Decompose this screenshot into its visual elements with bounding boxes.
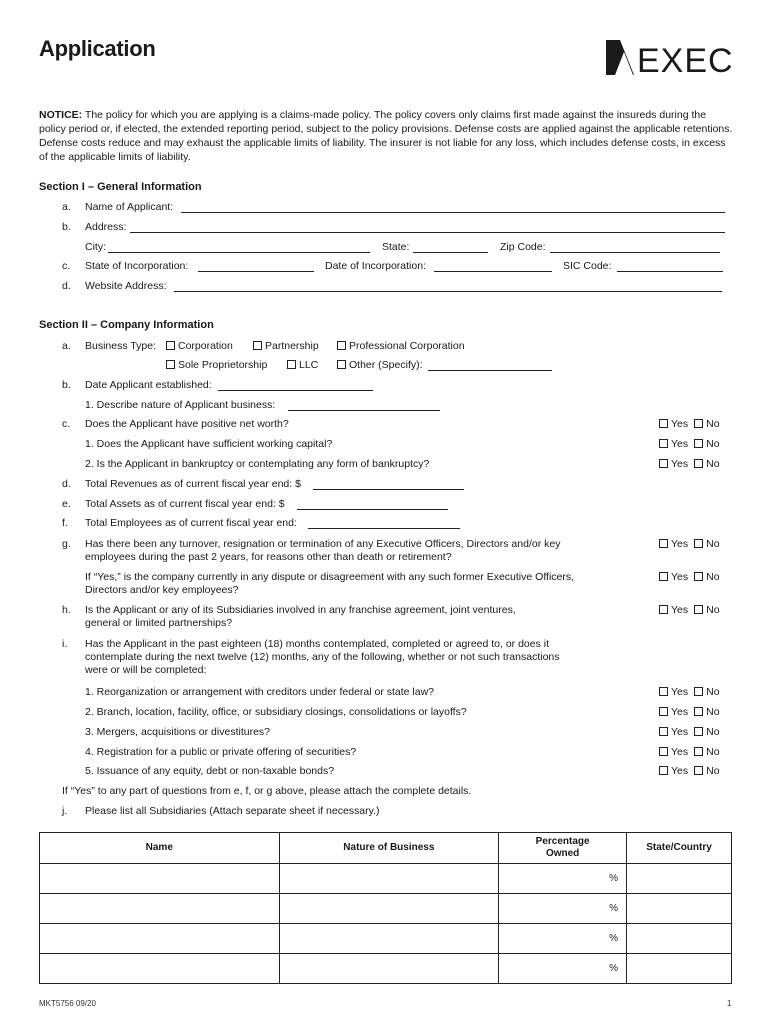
logo-mark-icon [606, 40, 732, 75]
checkbox-icon[interactable] [166, 360, 175, 369]
question-turnover: Has there been any turnover, resignation or termination of any Executive Officers, Directors and/or key employees during the past 2 years, for reasons other than death or retirement? [85, 538, 561, 563]
business-type-partnership[interactable]: Partnership [253, 340, 319, 353]
date-established-label: Date Applicant established: [85, 379, 212, 391]
notice-text: The policy for which you are applying is a claims-made policy. The policy covers only claims first made against the insureds during the policy period or, if elected, the extended reporting period, subject to the policy provisions. Defense costs are applied against the applicable retentions. Defense costs reduce and may exhaust the applicable limits of liability. The insurer is not liable for any loss, which includes defense costs, in excess of the applicable limits of liability. [39, 109, 733, 163]
yes-no-choice[interactable]: Yes No [659, 438, 720, 450]
yes-no-choice[interactable]: Yes No [659, 458, 720, 470]
exec-logo [606, 40, 732, 75]
question-bankruptcy: 2. Is the Applicant in bankruptcy or contemplating any form of bankruptcy? [85, 458, 430, 470]
question-mergers: 3. Mergers, acquisitions or divestitures? [85, 726, 270, 738]
business-type-label: Business Type: [85, 340, 157, 352]
zip-label: Zip Code: [500, 241, 546, 253]
checkbox-icon[interactable] [694, 747, 703, 756]
table-header-row [40, 833, 732, 864]
checkbox-icon[interactable] [659, 459, 668, 468]
yes-no-choice[interactable]: Yes No [659, 604, 720, 616]
checkbox-icon[interactable] [659, 727, 668, 736]
state-country-cell[interactable] [627, 954, 732, 984]
name-cell[interactable] [40, 924, 280, 954]
column-header-name: Name [40, 833, 280, 864]
checkbox-icon[interactable] [337, 360, 346, 369]
question-working-capital: 1. Does the Applicant have sufficient working capital? [85, 438, 333, 450]
applicant-name-field[interactable] [181, 212, 725, 213]
checkbox-icon[interactable] [694, 539, 703, 548]
business-type-llc[interactable]: LLC [287, 359, 318, 372]
percentage-cell[interactable]: % [499, 924, 627, 954]
checkbox-icon[interactable] [659, 687, 668, 696]
yes-no-choice[interactable]: Yes No [659, 538, 720, 550]
business-type-corporation[interactable]: Corporation [166, 340, 233, 353]
yes-no-choice[interactable]: Yes No [659, 726, 720, 738]
item-letter: d. [62, 478, 71, 490]
question-issuance: 5. Issuance of any equity, debt or non-taxable bonds? [85, 765, 335, 777]
yes-no-choice[interactable]: Yes No [659, 571, 720, 583]
checkbox-icon[interactable] [659, 766, 668, 775]
percentage-cell[interactable]: % [499, 954, 627, 984]
business-type-professional-corporation[interactable]: Professional Corporation [337, 340, 465, 353]
business-type-other[interactable]: Other (Specify): [337, 359, 423, 372]
address-label: Address: [85, 221, 127, 233]
checkbox-icon[interactable] [694, 459, 703, 468]
state-label: State: [382, 241, 410, 253]
yes-no-choice[interactable]: Yes No [659, 418, 720, 430]
item-letter: b. [62, 379, 71, 391]
checkbox-icon[interactable] [694, 687, 703, 696]
applicant-name-label: Name of Applicant: [85, 201, 174, 213]
column-header-percentage: Percentage Owned [499, 833, 627, 864]
question-positive-net-worth: Does the Applicant have positive net worth? [85, 418, 289, 430]
city-field[interactable] [108, 252, 370, 253]
website-field[interactable] [174, 291, 722, 292]
yes-no-choice[interactable]: Yes No [659, 746, 720, 758]
checkbox-icon[interactable] [694, 707, 703, 716]
checkbox-icon[interactable] [253, 341, 262, 350]
state-country-cell[interactable] [627, 864, 732, 894]
table-row [40, 954, 732, 984]
total-revenues-label: Total Revenues as of current fiscal year end: $ [85, 478, 301, 490]
item-letter: i. [62, 638, 68, 650]
checkbox-icon[interactable] [694, 605, 703, 614]
checkbox-icon[interactable] [659, 605, 668, 614]
item-letter: f. [62, 517, 68, 529]
question-turnover-dispute: If “Yes,” is the company currently in any dispute or disagreement with any such former Executive Officers, Directors and/or key employees? [85, 571, 575, 596]
checkbox-icon[interactable] [659, 707, 668, 716]
checkbox-icon[interactable] [659, 747, 668, 756]
question-franchise: Is the Applicant or any of its Subsidiaries involved in any franchise agreement, joint ventures, general or limited partnerships? [85, 604, 516, 629]
item-letter: e. [62, 498, 71, 510]
date-of-incorporation-field[interactable] [434, 271, 552, 272]
item-letter: j. [62, 805, 68, 817]
yes-no-choice[interactable]: Yes No [659, 686, 720, 698]
date-established-field[interactable] [218, 390, 373, 391]
business-type-other-field[interactable] [428, 370, 552, 371]
section-2-heading: Section II – Company Information [39, 319, 214, 331]
checkbox-icon[interactable] [337, 341, 346, 350]
checkbox-icon[interactable] [659, 419, 668, 428]
total-revenues-field[interactable] [313, 489, 464, 490]
nature-cell[interactable] [279, 954, 499, 984]
city-label: City: [85, 241, 106, 253]
subsidiaries-label: Please list all Subsidiaries (Attach separate sheet if necessary.) [85, 805, 380, 817]
nature-cell[interactable] [279, 894, 499, 924]
checkbox-icon[interactable] [659, 439, 668, 448]
state-country-cell[interactable] [627, 924, 732, 954]
page-number: 1 [727, 999, 732, 1008]
checkbox-icon[interactable] [659, 572, 668, 581]
state-country-cell[interactable] [627, 894, 732, 924]
subsidiaries-table [39, 832, 732, 984]
website-label: Website Address: [85, 280, 167, 292]
checkbox-icon[interactable] [166, 341, 175, 350]
business-nature-field[interactable] [288, 410, 440, 411]
sic-code-field[interactable] [617, 271, 723, 272]
total-employees-label: Total Employees as of current fiscal year end: [85, 517, 297, 529]
percentage-cell[interactable]: % [499, 894, 627, 924]
yes-attach-note: If “Yes” to any part of questions from e, f, or g above, please attach the complete details. [62, 785, 472, 797]
checkbox-icon[interactable] [659, 539, 668, 548]
question-reorganization: 1. Reorganization or arrangement with creditors under federal or state law? [85, 686, 435, 698]
total-assets-field[interactable] [297, 509, 448, 510]
total-employees-field[interactable] [308, 528, 460, 529]
table-row [40, 894, 732, 924]
table-row [40, 924, 732, 954]
zip-field[interactable] [550, 252, 720, 253]
address-field[interactable] [130, 232, 725, 233]
logo-text: EXEC [637, 42, 732, 75]
business-nature-label: 1. Describe nature of Applicant business: [85, 399, 276, 411]
question-closings: 2. Branch, location, facility, office, or subsidiary closings, consolidations or layoffs? [85, 706, 467, 718]
notice-label: NOTICE: [39, 109, 83, 121]
section-1-heading: Section I – General Information [39, 181, 202, 193]
name-cell[interactable] [40, 954, 280, 984]
checkbox-icon[interactable] [694, 439, 703, 448]
name-cell[interactable] [40, 894, 280, 924]
item-letter: g. [62, 538, 71, 550]
item-letter: c. [62, 260, 71, 272]
column-header-state-country: State/Country [627, 833, 732, 864]
checkbox-icon[interactable] [287, 360, 296, 369]
question-transactions: Has the Applicant in the past eighteen (18) months contemplated, completed or agreed to, or does it contemplate during the next twelve (12) months, any of the following, whether or not such transactions were or will be completed: [85, 638, 560, 676]
state-of-incorporation-field[interactable] [198, 271, 314, 272]
column-header-nature: Nature of Business [279, 833, 499, 864]
date-of-incorporation-label: Date of Incorporation: [325, 260, 426, 272]
state-of-incorporation-label: State of Incorporation: [85, 260, 189, 272]
page-title: Application [39, 36, 156, 61]
form-code: MKT5756 09/20 [39, 999, 96, 1008]
total-assets-label: Total Assets as of current fiscal year end: $ [85, 498, 285, 510]
nature-cell[interactable] [279, 924, 499, 954]
checkbox-icon[interactable] [694, 419, 703, 428]
checkbox-icon[interactable] [694, 727, 703, 736]
item-letter: a. [62, 201, 71, 213]
item-letter: a. [62, 340, 71, 352]
item-letter: h. [62, 604, 71, 616]
business-type-sole-proprietorship[interactable]: Sole Proprietorship [166, 359, 267, 372]
yes-no-choice[interactable]: Yes No [659, 765, 720, 777]
question-registration: 4. Registration for a public or private offering of securities? [85, 746, 357, 758]
item-letter: c. [62, 418, 71, 430]
table-row [40, 864, 732, 894]
percentage-cell[interactable]: % [499, 864, 627, 894]
notice-paragraph [39, 108, 734, 164]
yes-no-choice[interactable]: Yes No [659, 706, 720, 718]
state-field[interactable] [413, 252, 488, 253]
name-cell[interactable] [40, 864, 280, 894]
sic-code-label: SIC Code: [563, 260, 612, 272]
checkbox-icon[interactable] [694, 572, 703, 581]
item-letter: b. [62, 221, 71, 233]
item-letter: d. [62, 280, 71, 292]
nature-cell[interactable] [279, 864, 499, 894]
checkbox-icon[interactable] [694, 766, 703, 775]
